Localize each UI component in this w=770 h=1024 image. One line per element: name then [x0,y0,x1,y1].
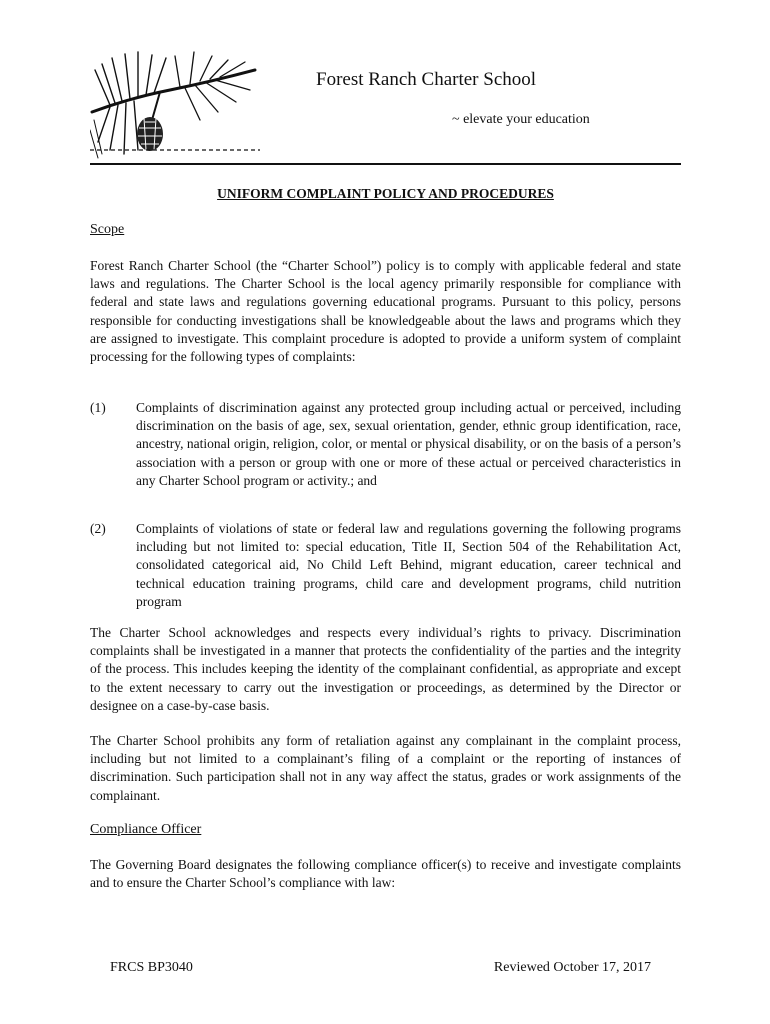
list-item-text: Complaints of discrimination against any protected group including actual or perceived, including discrimination on the basis of age, sex, sexual orientation, gender, ethnic group identification, race, ancestry, national origin, religion, color, or mental or physical disability, or on the basis of a person’s association with a person or group with one or more of these actual or perceived characteristics in any Charter School program or activity.; and [136,400,681,488]
document-title: UNIFORM COMPLAINT POLICY AND PROCEDURES [217,186,554,201]
header-divider [90,163,681,165]
pine-branch-cone-icon [90,50,260,160]
school-logo [90,50,260,160]
compliance-officer-heading: Compliance Officer [90,822,202,837]
compliance-officer-paragraph: The Governing Board designates the following compliance officer(s) to receive and investigate complaints and to ensure the Charter School’s compliance with law: [90,857,681,891]
list-item-text: Complaints of violations of state or federal law and regulations governing the following programs including but not limited to: special education, Title II, Section 504 of the Rehabilitation Act, consolidated categorical aid, No Child Left Behind, migrant education, career technical and technical education training programs, child care and development programs, child nutrition program [136,521,681,609]
scope-heading: Scope [90,222,125,237]
scope-intro-paragraph: Forest Ranch Charter School (the “Charter School”) policy is to comply with applicable federal and state laws and regulations. The Charter School is the local agency primarily responsible for compliance with federal and state laws and regulations governing educational programs. Pursuant to this policy, persons responsible for conducting investigations shall be knowledgeable about the laws and programs which they are assigned to investigate. This complaint procedure is adopted to provide a uniform system of complaint processing for the following types of complaints: [90,258,681,365]
school-name: Forest Ranch Charter School [316,69,537,90]
footer-document-id: FRCS BP3040 [110,960,193,975]
retaliation-paragraph: The Charter School prohibits any form of retaliation against any complainant in the complaint process, including but not limited to a complainant’s filing of a complaint or the reporting of instances of discrimination. Such participation shall not in any way affect the status, grades or work assignments of the complainant. [90,733,681,803]
list-item-number: (2) [90,521,106,536]
list-item-number: (1) [90,400,106,415]
privacy-paragraph: The Charter School acknowledges and respects every individual’s rights to privacy. Discrimination complaints shall be investigated in a manner that protects the confidentiality of the parties and the integrity of the process. This includes keeping the identity of the complainant confidential, as appropriate and except to the extent necessary to carry out the investigation or proceedings, as determined by the Director or designee on a case-by-case basis. [90,625,681,713]
footer-review-date: Reviewed October 17, 2017 [493,960,651,975]
school-tagline: ~ elevate your education [452,112,590,127]
